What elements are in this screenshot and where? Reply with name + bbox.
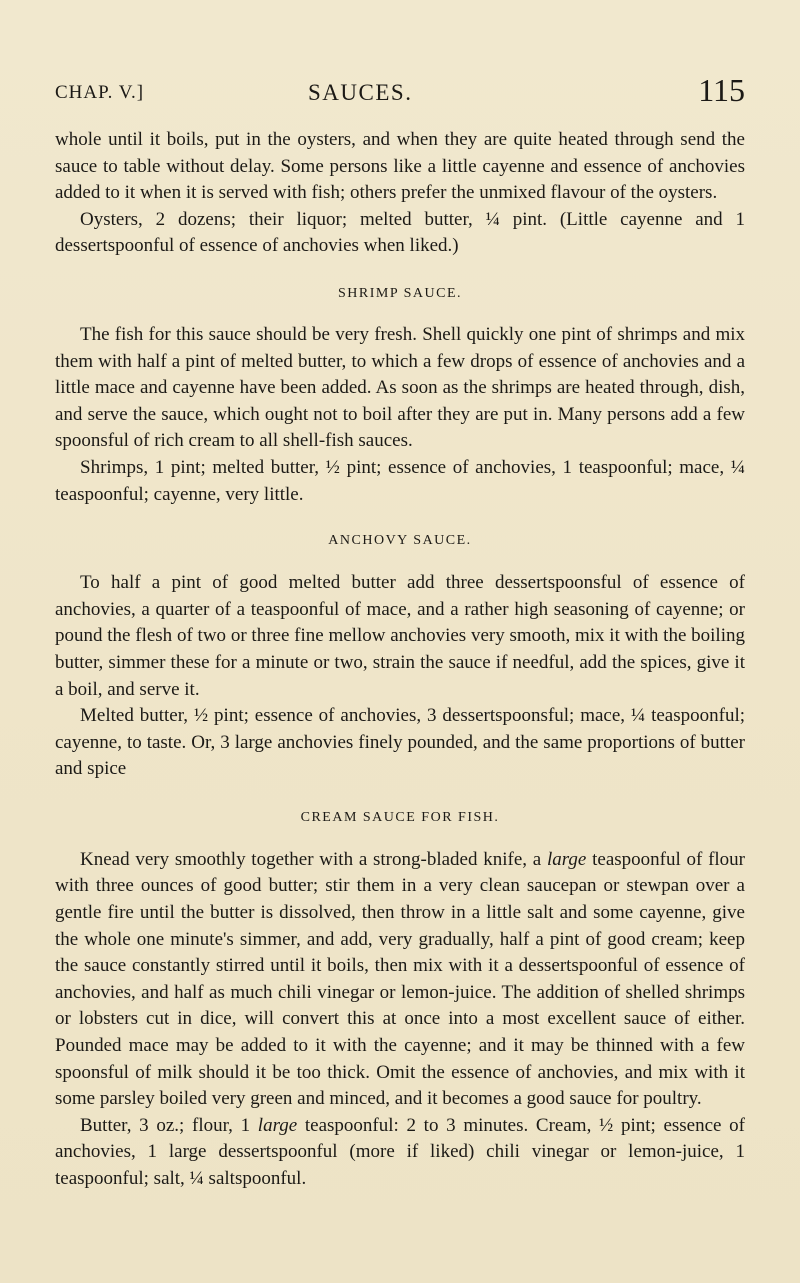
text-run: Butter, 3 oz.; flour, 1 (80, 1114, 258, 1136)
shrimp-sauce-method: The fish for this sauce should be very fresh. Shell quickly one pint of shrimps and mix them with half a pint of melted butter, to which a few drops of essence of anchovies and a little mace and cayenne have been added. As soon as the shrimps are heated through, dish, and serve the sauce, which ought not to boil after they are put in. Many persons add a few spoonsful of rich cream to all shell-fish sauces. (55, 323, 745, 452)
emphasis-large: large (257, 1114, 298, 1136)
text-run: Knead very smoothly together with a strong-bladed knife, a (80, 848, 547, 870)
oyster-sauce-continuation: whole until it boils, put in the oysters, and when they are quite heated through send the sauce to table without delay. Some persons like a little cayenne and essence of anchovies added to it when it is served with fish; others prefer the unmixed flavour of the oysters. (55, 129, 745, 204)
anchovy-sauce-method: To half a pint of good melted butter add three dessertspoonsful of essence of anchovies, a quarter of a teaspoonful of mace, and a rather high seasoning of cayenne; or pound the flesh of two or three fine mellow anchovies very smooth, mix it with the boiling butter, simmer these for a minute or two, strain the sauce if needful, add the spices, give it a boil, and serve it. (55, 572, 745, 700)
emphasis-large: large (546, 848, 587, 870)
oyster-sauce-ingredients: Oysters, 2 dozens; their liquor; melted butter, ¼ pint. (Little cayenne and 1 dessertspoonful of essence of anchovies when liked.) (55, 208, 745, 257)
page-number: 115 (698, 72, 745, 108)
heading-anchovy-sauce: ANCHOVY SAUCE. (328, 533, 472, 549)
heading-cream-sauce-for-fish: CREAM SAUCE FOR FISH. (300, 809, 500, 825)
anchovy-sauce-ingredients: Melted butter, ½ pint; essence of anchovies, 3 dessertspoonsful; mace, ¼ teaspoonful; cayenne, to taste. Or, 3 large anchovies finely pounded, and the same proportions of butter and spice (55, 705, 745, 780)
chapter-label: CHAP. V.] (55, 82, 145, 103)
cream-sauce-ingredients (55, 1113, 745, 1193)
text-run: teaspoonful of flour with three ounces of good butter; stir them in a very clean saucepan or stewpan over a gentle fire until the butter is dissolved, then throw in a little salt and some cayenne, give the whole one minute's simmer, and add, very gradually, half a pint of good cream; keep the sauce constantly stirred until it boils, then mix with it a dessertspoonful of essence of anchovies, and half as much chili vinegar or lemon-juice. The addition of shelled shrimps or lobsters cut in dice, will convert this at once into a most excellent sauce of either. Pounded mace may be added to it with the cayenne; and it may be thinned with a few spoonsful of milk should it be too thick. Omit the essence of anchovies, and mix with it some parsley boiled very green and minced, and it becomes a good sauce for poultry. (55, 848, 745, 1110)
running-header (55, 72, 745, 110)
page-body (55, 127, 745, 1193)
section-title: SAUCES. (308, 80, 413, 105)
text-run: teaspoonful: 2 to 3 minutes. Cream, ½ pint; essence of anchovies, 1 large dessertspoonful (more if liked) chili vinegar or lemon-juice, 1 teaspoonful; salt, ¼ saltspoonful. (55, 1114, 745, 1189)
cream-sauce-method (55, 847, 745, 1113)
heading-shrimp-sauce: SHRIMP SAUCE. (337, 285, 462, 301)
shrimp-sauce-ingredients: Shrimps, 1 pint; melted butter, ½ pint; essence of anchovies, 1 teaspoonful; mace, ¼ teaspoonful; cayenne, very little. (55, 456, 745, 505)
